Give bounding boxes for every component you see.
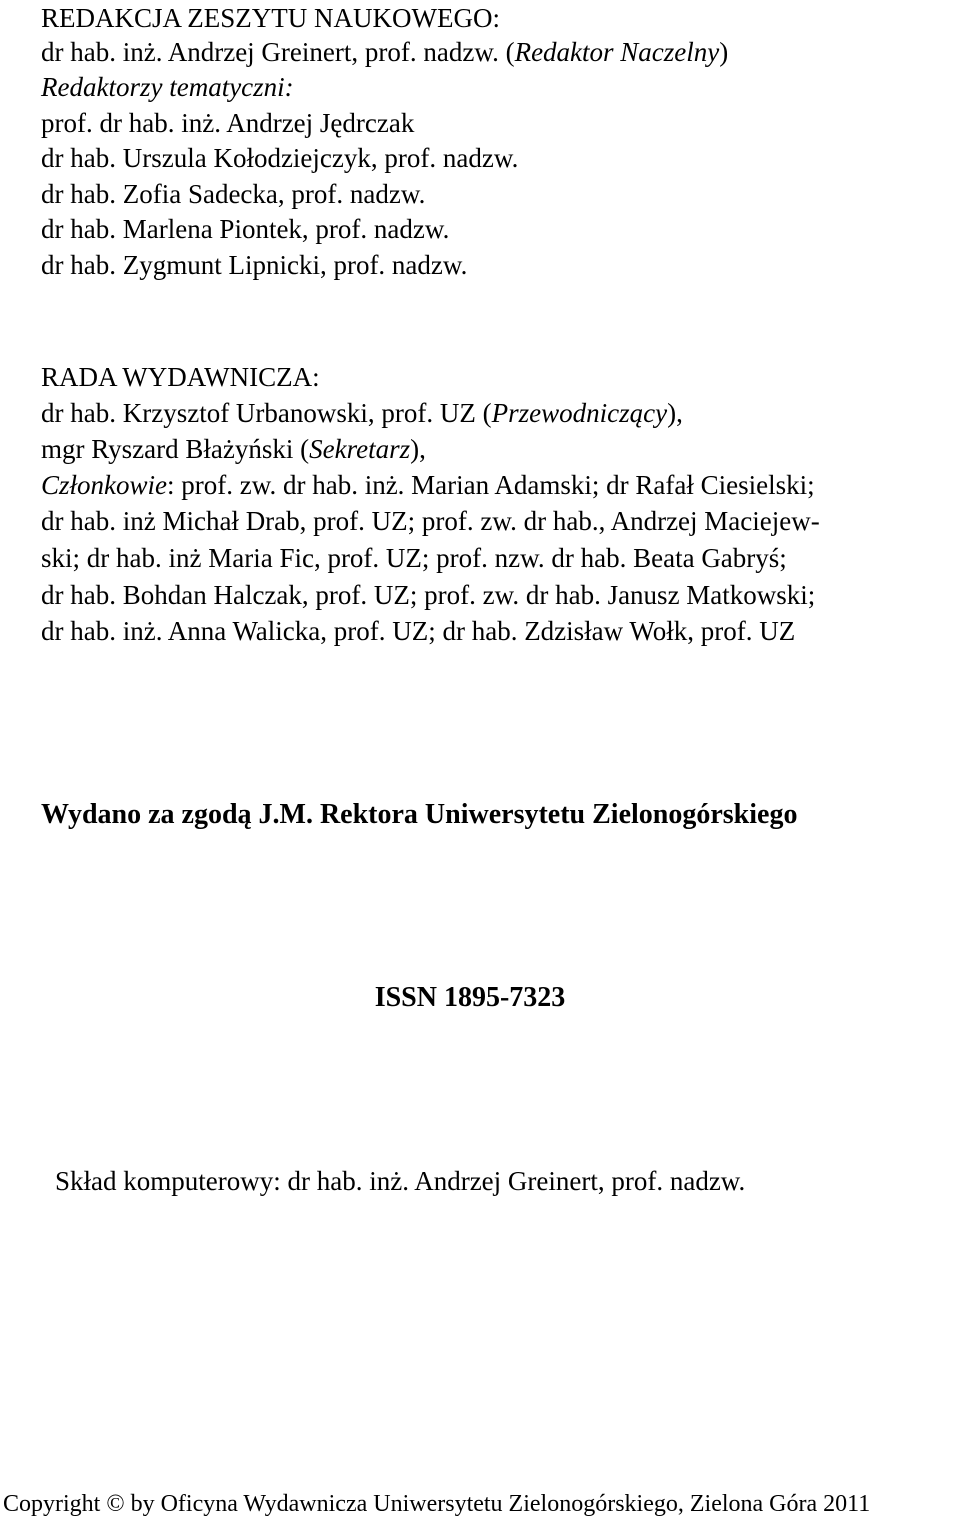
council-members-line: ski; dr hab. inż Maria Fic, prof. UZ; prof. nzw. dr hab. Beata Gabryś; [41, 543, 787, 573]
council-chair-close: ), [667, 398, 683, 428]
editor-in-chief-name: dr hab. inż. Andrzej Greinert, prof. nadzw. ( [41, 37, 515, 67]
topic-editor: prof. dr hab. inż. Andrzej Jędrczak [41, 108, 415, 138]
editor-in-chief-role: Redaktor Naczelny [514, 37, 720, 67]
editor-in-chief-close: ) [719, 37, 729, 67]
council-chair-role: Przewodniczący [491, 398, 668, 428]
council-secretary-name: mgr Ryszard Błażyński ( [41, 434, 310, 464]
topic-editor: dr hab. Zofia Sadecka, prof. nadzw. [41, 179, 426, 209]
council-members-line: dr hab. Bohdan Halczak, prof. UZ; prof. zw. dr hab. Janusz Matkowski; [41, 580, 816, 610]
editorial-heading: REDAKCJA ZESZYTU NAUKOWEGO: [41, 3, 500, 33]
council-members-first-line [41, 467, 815, 503]
council-chair [41, 395, 683, 431]
topic-editor: dr hab. Marlena Piontek, prof. nadzw. [41, 214, 450, 244]
issn-number: ISSN 1895-7323 [374, 982, 566, 1013]
council-secretary-role: Sekretarz [309, 434, 411, 464]
rector-approval: Wydano za zgodą J.M. Rektora Uniwersytetu Zielonogórskiego [41, 799, 798, 830]
topic-editor: dr hab. Zygmunt Lipnicki, prof. nadzw. [41, 250, 468, 280]
typesetting-credit: Skład komputerowy: dr hab. inż. Andrzej Greinert, prof. nadzw. [55, 1166, 746, 1196]
council-secretary [41, 431, 426, 467]
topic-editor: dr hab. Urszula Kołodziejczyk, prof. nadzw. [41, 143, 519, 173]
editor-in-chief [41, 34, 728, 70]
council-members-label: Członkowie [41, 470, 167, 500]
topic-editors-label: Redaktorzy tematyczni: [41, 72, 294, 102]
council-members-line: dr hab. inż. Anna Walicka, prof. UZ; dr hab. Zdzisław Wołk, prof. UZ [41, 616, 796, 646]
council-members-text: : prof. zw. dr hab. inż. Marian Adamski; dr Rafał Ciesielski; [167, 470, 815, 500]
council-members-line: dr hab. inż Michał Drab, prof. UZ; prof. zw. dr hab., Andrzej Maciejew- [41, 506, 820, 536]
council-secretary-close: ), [410, 434, 426, 464]
copyright-notice: Copyright © by Oficyna Wydawnicza Uniwersytetu Zielonogórskiego, Zielona Góra 2011 [3, 1491, 871, 1517]
council-chair-name: dr hab. Krzysztof Urbanowski, prof. UZ ( [41, 398, 492, 428]
council-heading: RADA WYDAWNICZA: [41, 362, 320, 392]
